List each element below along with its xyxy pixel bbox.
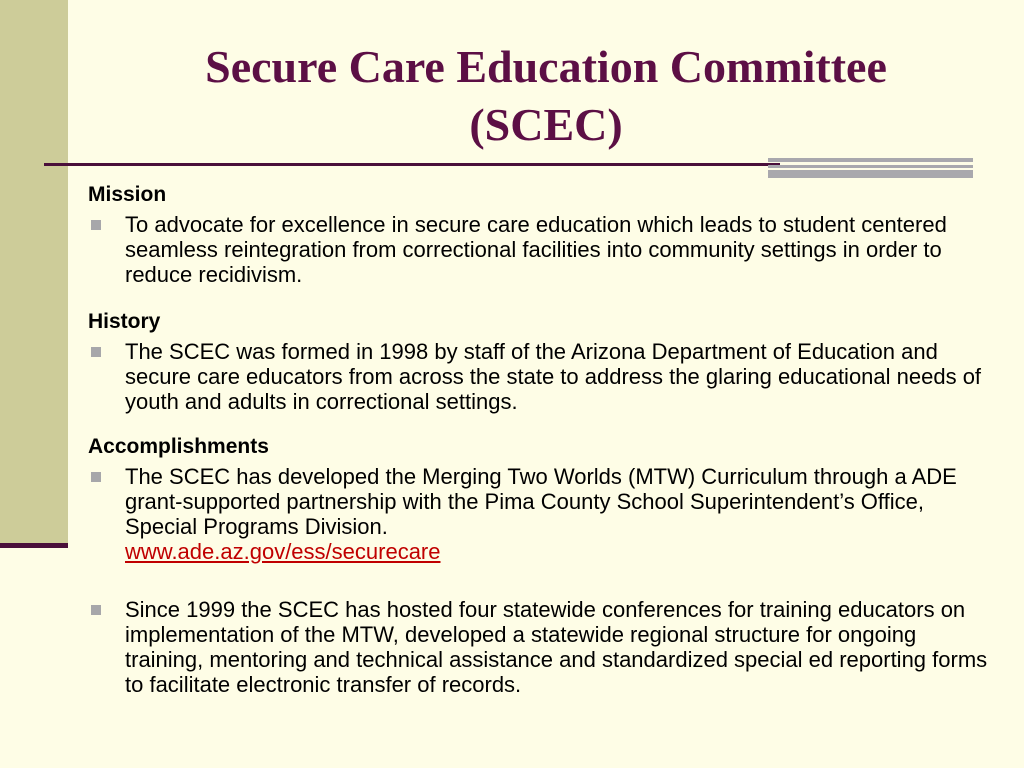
list-item xyxy=(88,597,988,697)
bullet-text: To advocate for excellence in secure care education which leads to student centered seamless reintegration from correctional facilities into community settings in order to reduce recidivism. xyxy=(125,212,947,287)
slide-title xyxy=(68,38,1024,154)
securecare-link[interactable]: www.ade.az.gov/ess/securecare xyxy=(125,539,441,564)
bullet-square-icon xyxy=(91,347,101,357)
list-item xyxy=(88,339,988,414)
bullet-square-icon xyxy=(91,605,101,615)
section-heading-history: History xyxy=(88,310,161,333)
section-heading-mission: Mission xyxy=(88,183,167,206)
left-decorative-line xyxy=(0,543,68,548)
section-heading-accomplishments: Accomplishments xyxy=(88,435,269,458)
bullet-text: The SCEC was formed in 1998 by staff of the Arizona Department of Education and secure care educators from across the state to address the glaring educational needs of youth and adults in correctional settings. xyxy=(125,339,982,414)
accent-bars xyxy=(768,158,973,180)
bullet-square-icon xyxy=(91,220,101,230)
list-item xyxy=(88,464,988,564)
title-line-1: Secure Care Education Committee xyxy=(205,41,887,92)
bullet-text: Since 1999 the SCEC has hosted four statewide conferences for training educators on implementation of the MTW, developed a statewide regional structure for ongoing training, mentoring and technical assistance and standardized special ed reporting forms to facilitate electronic transfer of records. xyxy=(125,597,988,697)
slide-body xyxy=(88,182,988,697)
title-divider xyxy=(44,163,780,166)
title-line-2: (SCEC) xyxy=(469,99,623,150)
accent-bar xyxy=(768,165,973,168)
bullet-square-icon xyxy=(91,472,101,482)
left-decorative-band xyxy=(0,0,68,545)
list-item xyxy=(88,212,988,287)
accent-bar xyxy=(768,170,973,178)
accent-bar xyxy=(768,158,973,162)
bullet-text: The SCEC has developed the Merging Two Worlds (MTW) Curriculum through a ADE grant-supported partnership with the Pima County School Superintendent’s Office, Special Programs Division. xyxy=(125,464,957,539)
